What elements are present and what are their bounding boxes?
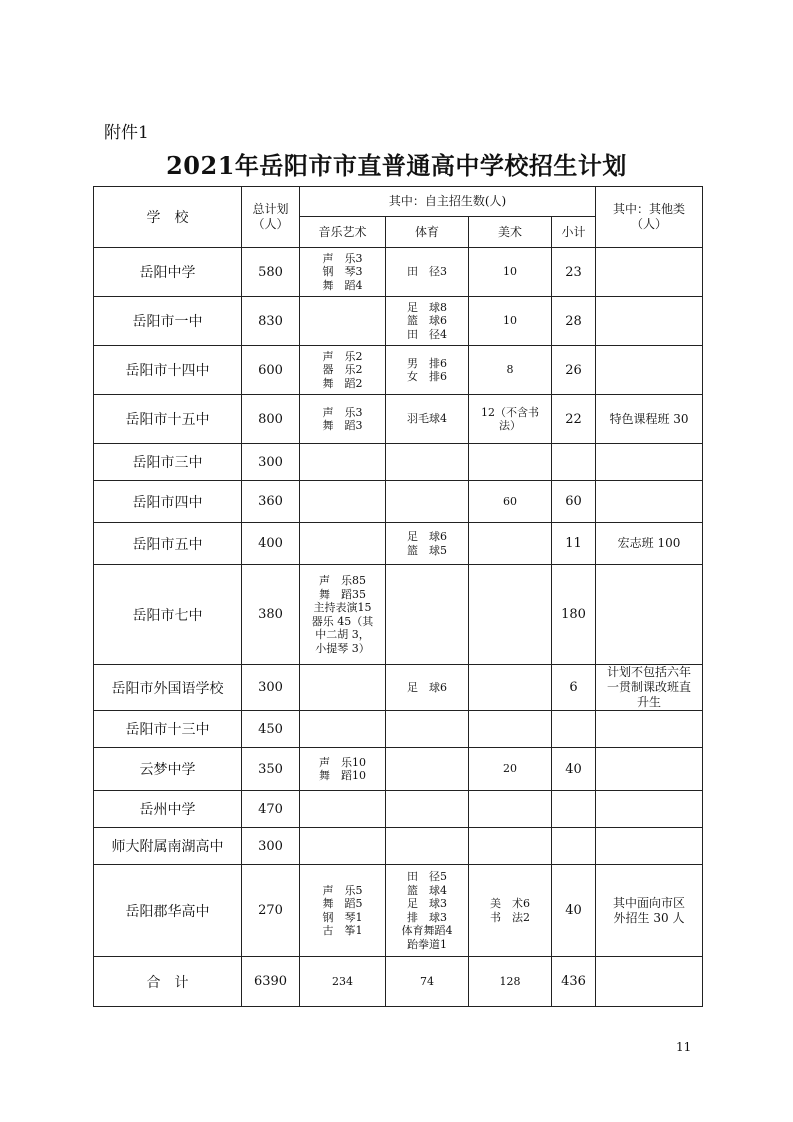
header-sports: 体育 xyxy=(386,217,469,248)
cell-line: 女 排6 xyxy=(407,370,447,383)
music-art-cell xyxy=(300,248,386,297)
cell-line: 中二胡 3， xyxy=(315,628,370,641)
cell-line: 足 球6 xyxy=(407,680,447,694)
other-category-cell xyxy=(596,346,703,395)
cell-line: 舞 蹈2 xyxy=(322,376,363,390)
cell-line: 10 xyxy=(503,265,517,279)
other-category-cell xyxy=(596,297,703,346)
art-cell xyxy=(469,346,552,395)
table-row xyxy=(94,865,703,957)
school-name-cell: 云梦中学 xyxy=(94,748,242,791)
other-category-cell xyxy=(596,523,703,565)
totals-total: 6390 xyxy=(242,957,300,1007)
other-category-cell xyxy=(596,395,703,444)
total-plan-cell: 450 xyxy=(242,711,300,748)
cell-line: 男 排6 xyxy=(407,356,447,370)
header-subtotal: 小计 xyxy=(552,217,596,248)
total-plan-cell: 300 xyxy=(242,444,300,481)
cell-line: 主持表演15 xyxy=(313,601,372,614)
subtotal-cell xyxy=(552,828,596,865)
total-plan-cell: 580 xyxy=(242,248,300,297)
cell-line: 羽毛球4 xyxy=(407,412,447,426)
cell-line: 10 xyxy=(503,314,517,328)
cell-line: 舞 蹈35 xyxy=(319,587,366,601)
art-cell xyxy=(469,791,552,828)
cell-line: 舞 蹈10 xyxy=(319,769,366,782)
other-category-cell xyxy=(596,481,703,523)
cell-line: 篮 球4 xyxy=(407,883,447,897)
sports-cell xyxy=(386,395,469,444)
school-name-cell: 岳阳市十四中 xyxy=(94,346,242,395)
cell-line: 外招生 30 人 xyxy=(613,910,685,925)
sports-cell xyxy=(386,444,469,481)
cell-line: 足 球6 xyxy=(407,530,447,543)
sports-cell xyxy=(386,297,469,346)
other-category-cell xyxy=(596,865,703,957)
art-cell xyxy=(469,523,552,565)
cell-line: 法） xyxy=(499,419,521,432)
cell-line: 舞 蹈4 xyxy=(322,278,363,292)
cell-line: 美 术6 xyxy=(490,897,530,910)
music-art-cell xyxy=(300,297,386,346)
music-art-cell xyxy=(300,711,386,748)
cell-line: 8 xyxy=(506,363,514,377)
totals-other xyxy=(596,957,703,1007)
subtotal-cell: 40 xyxy=(552,865,596,957)
table-row xyxy=(94,711,703,748)
header-self-enrollment: 其中：自主招生数(人) xyxy=(300,187,596,217)
total-plan-cell: 360 xyxy=(242,481,300,523)
page-title: 2021年岳阳市市直普通高中学校招生计划 xyxy=(166,151,627,180)
cell-line: 声 乐85 xyxy=(319,574,366,587)
cell-line: 特色课程班 30 xyxy=(609,411,689,426)
other-category-cell xyxy=(596,248,703,297)
cell-line: 体育舞蹈4 xyxy=(401,924,453,937)
sports-cell xyxy=(386,481,469,523)
music-art-cell xyxy=(300,444,386,481)
cell-line: 钢 琴1 xyxy=(322,910,363,924)
cell-line: 其中面向市区 xyxy=(612,895,685,910)
art-cell xyxy=(469,481,552,523)
total-plan-cell: 800 xyxy=(242,395,300,444)
cell-line: 60 xyxy=(503,494,517,508)
other-category-cell xyxy=(596,791,703,828)
subtotal-cell: 6 xyxy=(552,665,596,711)
cell-line: 12（不含书 xyxy=(481,405,539,419)
school-name-cell: 岳州中学 xyxy=(94,791,242,828)
cell-line: 田 径3 xyxy=(407,265,447,279)
sports-cell xyxy=(386,791,469,828)
school-name-cell: 岳阳市四中 xyxy=(94,481,242,523)
cell-line: 钢 琴3 xyxy=(322,265,363,279)
table-row xyxy=(94,248,703,297)
total-plan-cell: 270 xyxy=(242,865,300,957)
cell-line: 器乐 45（其 xyxy=(311,614,374,628)
table-row xyxy=(94,828,703,865)
table-row xyxy=(94,297,703,346)
art-cell xyxy=(469,297,552,346)
art-cell xyxy=(469,395,552,444)
sports-cell xyxy=(386,346,469,395)
table-row xyxy=(94,791,703,828)
art-cell xyxy=(469,248,552,297)
cell-line: 计划不包括六年 xyxy=(606,665,691,679)
totals-music: 234 xyxy=(300,957,386,1007)
table-row xyxy=(94,565,703,665)
sports-cell xyxy=(386,523,469,565)
header-total: 总计划 （人） xyxy=(242,187,300,248)
subtotal-cell: 26 xyxy=(552,346,596,395)
music-art-cell xyxy=(300,865,386,957)
other-category-cell xyxy=(596,444,703,481)
subtotal-cell: 180 xyxy=(552,565,596,665)
table-body xyxy=(94,248,703,957)
other-category-cell xyxy=(596,565,703,665)
subtotal-cell xyxy=(552,444,596,481)
cell-line: 篮 球5 xyxy=(407,543,447,557)
cell-line: 篮 球6 xyxy=(407,314,447,328)
total-plan-cell: 600 xyxy=(242,346,300,395)
cell-line: 田 径5 xyxy=(407,870,447,883)
art-cell xyxy=(469,444,552,481)
music-art-cell xyxy=(300,828,386,865)
total-plan-cell: 470 xyxy=(242,791,300,828)
sports-cell xyxy=(386,565,469,665)
art-cell xyxy=(469,565,552,665)
music-art-cell xyxy=(300,395,386,444)
other-category-cell xyxy=(596,711,703,748)
cell-line: 声 乐5 xyxy=(322,883,363,897)
header-row-1 xyxy=(94,187,703,217)
table-row xyxy=(94,748,703,791)
cell-line: 小提琴 3） xyxy=(315,641,370,655)
cell-line: 足 球8 xyxy=(407,300,447,314)
table-row xyxy=(94,444,703,481)
subtotal-cell xyxy=(552,791,596,828)
totals-sports: 74 xyxy=(386,957,469,1007)
cell-line: 升生 xyxy=(636,695,661,709)
subtotal-cell: 23 xyxy=(552,248,596,297)
cell-line: 舞 蹈3 xyxy=(322,419,363,432)
sports-cell xyxy=(386,828,469,865)
music-art-cell xyxy=(300,748,386,791)
totals-art: 128 xyxy=(469,957,552,1007)
total-plan-cell: 350 xyxy=(242,748,300,791)
table-row xyxy=(94,481,703,523)
other-category-cell xyxy=(596,748,703,791)
total-plan-cell: 300 xyxy=(242,828,300,865)
cell-line: 古 筝1 xyxy=(322,924,363,937)
subtotal-cell: 28 xyxy=(552,297,596,346)
subtotal-cell: 60 xyxy=(552,481,596,523)
cell-line: 宏志班 100 xyxy=(617,536,681,550)
table-row xyxy=(94,665,703,711)
school-name-cell: 岳阳市一中 xyxy=(94,297,242,346)
music-art-cell xyxy=(300,481,386,523)
school-name-cell: 岳阳市七中 xyxy=(94,565,242,665)
sports-cell xyxy=(386,665,469,711)
table-row xyxy=(94,523,703,565)
enrollment-plan-table xyxy=(93,186,703,1007)
page-number: 11 xyxy=(676,1040,692,1054)
art-cell xyxy=(469,711,552,748)
cell-line: 声 乐10 xyxy=(319,755,366,769)
table-row xyxy=(94,346,703,395)
totals-subtotal: 436 xyxy=(552,957,596,1007)
header-music: 音乐艺术 xyxy=(300,217,386,248)
subtotal-cell: 11 xyxy=(552,523,596,565)
other-category-cell xyxy=(596,828,703,865)
sports-cell xyxy=(386,711,469,748)
art-cell xyxy=(469,828,552,865)
art-cell xyxy=(469,665,552,711)
school-name-cell: 岳阳郡华高中 xyxy=(94,865,242,957)
cell-line: 声 乐3 xyxy=(322,251,363,265)
school-name-cell: 岳阳市三中 xyxy=(94,444,242,481)
subtotal-cell: 40 xyxy=(552,748,596,791)
cell-line: 舞 蹈5 xyxy=(322,897,363,910)
cell-line: 跆拳道1 xyxy=(407,937,447,951)
music-art-cell xyxy=(300,346,386,395)
header-school: 学 校 xyxy=(94,187,242,248)
header-art: 美术 xyxy=(469,217,552,248)
total-plan-cell: 830 xyxy=(242,297,300,346)
music-art-cell xyxy=(300,665,386,711)
cell-line: 足 球3 xyxy=(407,897,447,910)
table-row xyxy=(94,395,703,444)
cell-line: 20 xyxy=(503,762,517,776)
cell-line: 书 法2 xyxy=(490,910,530,924)
cell-line: 田 径4 xyxy=(407,327,447,341)
school-name-cell: 岳阳中学 xyxy=(94,248,242,297)
cell-line: 器 乐2 xyxy=(322,363,363,377)
school-name-cell: 岳阳市五中 xyxy=(94,523,242,565)
music-art-cell xyxy=(300,791,386,828)
cell-line: 排 球3 xyxy=(407,910,447,924)
school-name-cell: 师大附属南湖高中 xyxy=(94,828,242,865)
cell-line: 一贯制课改班直 xyxy=(606,680,691,694)
total-plan-cell: 400 xyxy=(242,523,300,565)
cell-line: 声 乐2 xyxy=(322,349,363,363)
attachment-label: 附件1 xyxy=(104,123,149,143)
art-cell xyxy=(469,748,552,791)
sports-cell xyxy=(386,865,469,957)
total-plan-cell: 300 xyxy=(242,665,300,711)
subtotal-cell: 22 xyxy=(552,395,596,444)
total-plan-cell: 380 xyxy=(242,565,300,665)
school-name-cell: 岳阳市十三中 xyxy=(94,711,242,748)
header-other: 其中：其他类 （人） xyxy=(596,187,703,248)
totals-label: 合 计 xyxy=(94,957,242,1007)
music-art-cell xyxy=(300,565,386,665)
school-name-cell: 岳阳市十五中 xyxy=(94,395,242,444)
music-art-cell xyxy=(300,523,386,565)
sports-cell xyxy=(386,748,469,791)
subtotal-cell xyxy=(552,711,596,748)
art-cell xyxy=(469,865,552,957)
cell-line: 声 乐3 xyxy=(322,405,363,419)
school-name-cell: 岳阳市外国语学校 xyxy=(94,665,242,711)
other-category-cell xyxy=(596,665,703,711)
sports-cell xyxy=(386,248,469,297)
totals-row xyxy=(94,957,703,1007)
